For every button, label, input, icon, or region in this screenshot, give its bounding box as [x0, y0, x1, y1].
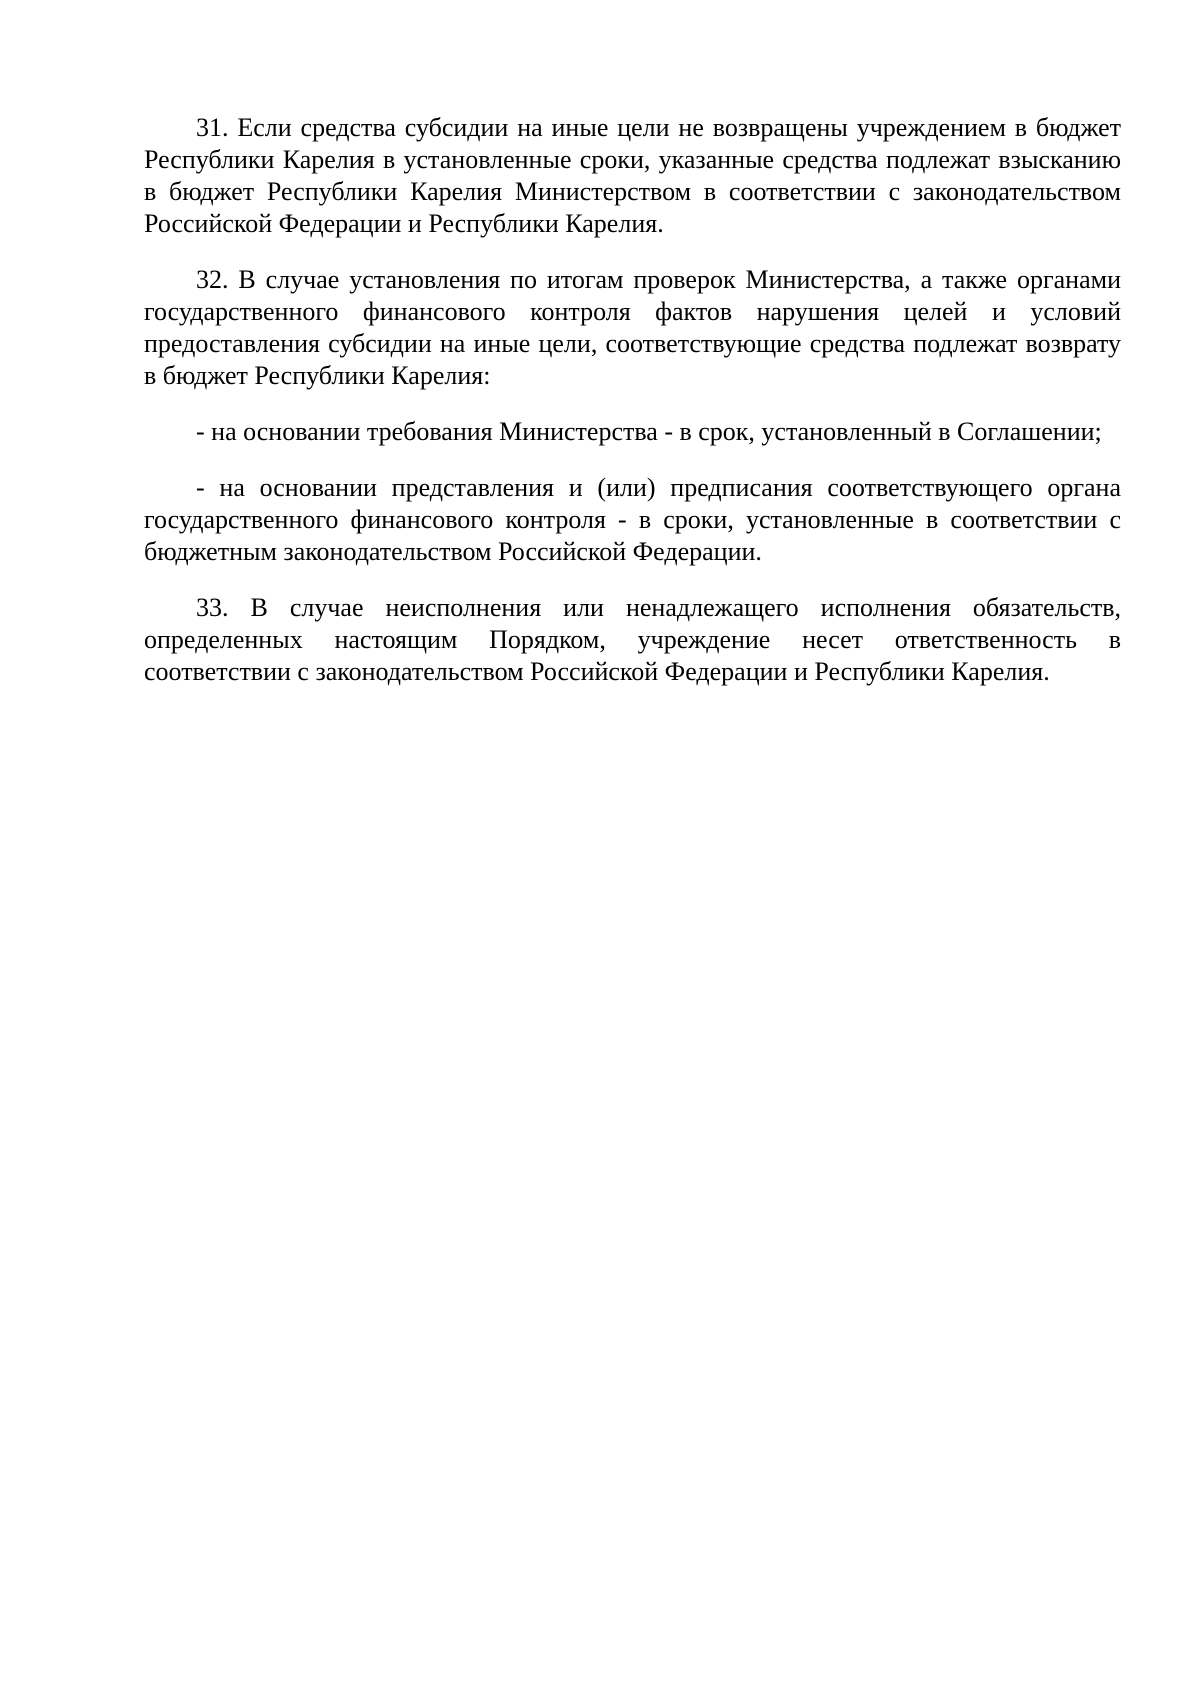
- paragraph-31: 31. Если средства субсидии на иные цели не возвращены учреждением в бюджет Республики Карелия в установленные сроки, указанные средства подлежат взысканию в бюджет Республики Карелия Министерством в соответствии с законодательством Российской Федерации и Республики Карелия.: [144, 113, 1121, 238]
- paragraph-32: 32. В случае установления по итогам проверок Министерства, а также органами государственного финансового контроля фактов нарушения целей и условий предоставления субсидии на иные цели, соответствующие средства подлежат возврату в бюджет Республики Карелия:: [144, 265, 1121, 390]
- document-body: [144, 112, 1121, 712]
- paragraph-33: 33. В случае неисполнения или ненадлежащего исполнения обязательств, определенных настоящим Порядком, учреждение несет ответственность в соответствии с законодательством Российской Федерации и Республики Карелия.: [144, 593, 1121, 686]
- paragraph-32-item-requirement: - на основании требования Министерства - в срок, установленный в Соглашении;: [196, 417, 1102, 446]
- paragraph-32-item-prescription: - на основании представления и (или) предписания соответствующего органа государственного финансового контроля - в сроки, установленные в соответствии с бюджетным законодательством Российской Федерации.: [144, 473, 1121, 566]
